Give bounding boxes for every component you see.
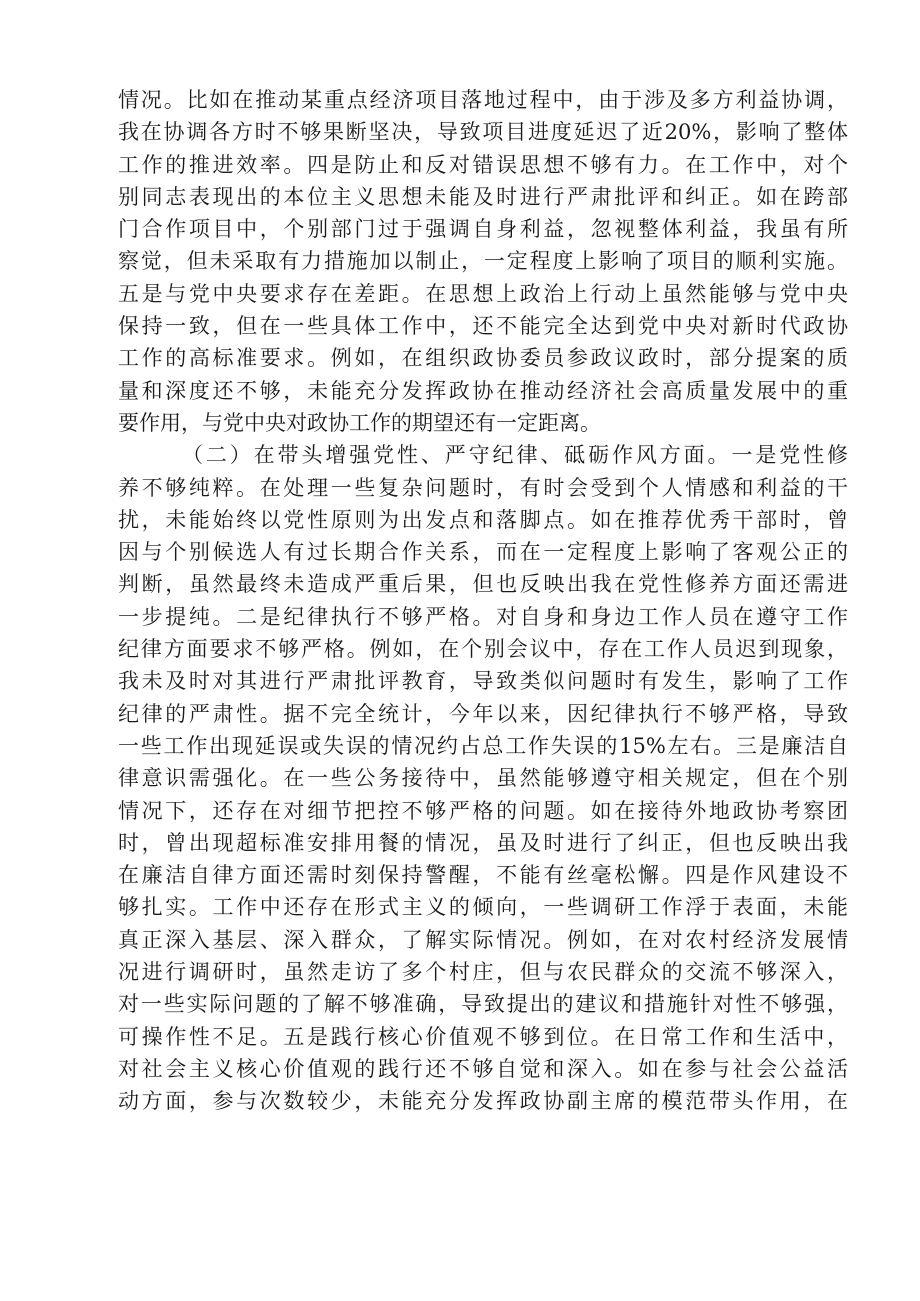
text-line: 在廉洁自律方面还需时刻保持警醒，不能有丝毫松懈。四是作风建设不 bbox=[118, 863, 848, 888]
text-line: 情况下，还存在对细节把控不够严格的问题。如在接待外地政协考察团 bbox=[118, 798, 848, 823]
text-line: 判断，虽然最终未造成严重后果，但也反映出我在党性修养方面还需进 bbox=[118, 572, 848, 597]
text-line: 别同志表现出的本位主义思想未能及时进行严肃批评和纠正。如在跨部 bbox=[118, 184, 848, 209]
body-text bbox=[118, 84, 848, 1118]
text-line: 五是与党中央要求存在差距。在思想上政治上行动上虽然能够与党中央 bbox=[118, 281, 848, 306]
text-line: 量和深度还不够，未能充分发挥政协在推动经济社会高质量发展中的重 bbox=[118, 378, 848, 403]
text-line: 真正深入基层、深入群众，了解实际情况。例如，在对农村经济发展情 bbox=[118, 927, 848, 952]
text-line: 时，曾出现超标准安排用餐的情况，虽及时进行了纠正，但也反映出我 bbox=[118, 830, 848, 855]
text-line: 纪律的严肃性。据不完全统计，今年以来，因纪律执行不够严格，导致 bbox=[118, 701, 848, 726]
text-line: 纪律方面要求不够严格。例如，在个别会议中，存在工作人员迟到现象， bbox=[118, 637, 848, 662]
text-line: 我未及时对其进行严肃批评教育，导致类似问题时有发生，影响了工作 bbox=[118, 669, 848, 694]
text-line: 对社会主义核心价值观的践行还不够自觉和深入。如在参与社会公益活 bbox=[118, 1056, 848, 1081]
text-line: 一步提纯。二是纪律执行不够严格。对自身和身边工作人员在遵守工作 bbox=[118, 604, 848, 629]
text-line: 情况。比如在推动某重点经济项目落地过程中，由于涉及多方利益协调， bbox=[118, 88, 848, 112]
text-line: 动方面，参与次数较少，未能充分发挥政协副主席的模范带头作用，在 bbox=[118, 1089, 848, 1114]
text-line: 况进行调研时，虽然走访了多个村庄，但与农民群众的交流不够深入， bbox=[118, 960, 848, 985]
text-line: 对一些实际问题的了解不够准确，导致提出的建议和措施针对性不够强， bbox=[118, 992, 848, 1017]
text-line: 够扎实。工作中还存在形式主义的倾向，一些调研工作浮于表面，未能 bbox=[118, 895, 848, 920]
text-line: 律意识需强化。在一些公务接待中，虽然能够遵守相关规定，但在个别 bbox=[118, 766, 848, 791]
text-line: 扰，未能始终以党性原则为出发点和落脚点。如在推荐优秀干部时，曾 bbox=[118, 507, 848, 532]
text-line: 因与个别候选人有过长期合作关系，而在一定程度上影响了客观公正的 bbox=[118, 540, 848, 565]
text-line: 可操作性不足。五是践行核心价值观不够到位。在日常工作和生活中， bbox=[118, 1024, 848, 1049]
text-line: 工作的推进效率。四是防止和反对错误思想不够有力。在工作中，对个 bbox=[118, 152, 848, 177]
text-line: 工作的高标准要求。例如，在组织政协委员参政议政时，部分提案的质 bbox=[118, 346, 848, 371]
text-line: 养不够纯粹。在处理一些复杂问题时，有时会受到个人情感和利益的干 bbox=[118, 475, 848, 500]
text-line: 我在协调各方时不够果断坚决，导致项目进度延迟了近20%，影响了整体 bbox=[118, 120, 848, 145]
paragraph-end-line: 要作用，与党中央对政协工作的期望还有一定距离。 bbox=[118, 410, 601, 435]
text-line: 保持一致，但在一些具体工作中，还不能完全达到党中央对新时代政协 bbox=[118, 314, 848, 339]
text-line: 门合作项目中，个别部门过于强调自身利益，忽视整体利益，我虽有所 bbox=[118, 217, 848, 242]
section-heading-line: （二）在带头增强党性、严守纪律、砥砺作风方面。一是党性修 bbox=[182, 443, 848, 468]
text-line: 察觉，但未采取有力措施加以制止，一定程度上影响了项目的顺利实施。 bbox=[118, 249, 848, 274]
text-line: 一些工作出现延误或失误的情况约占总工作失误的15%左右。三是廉洁自 bbox=[118, 733, 848, 758]
